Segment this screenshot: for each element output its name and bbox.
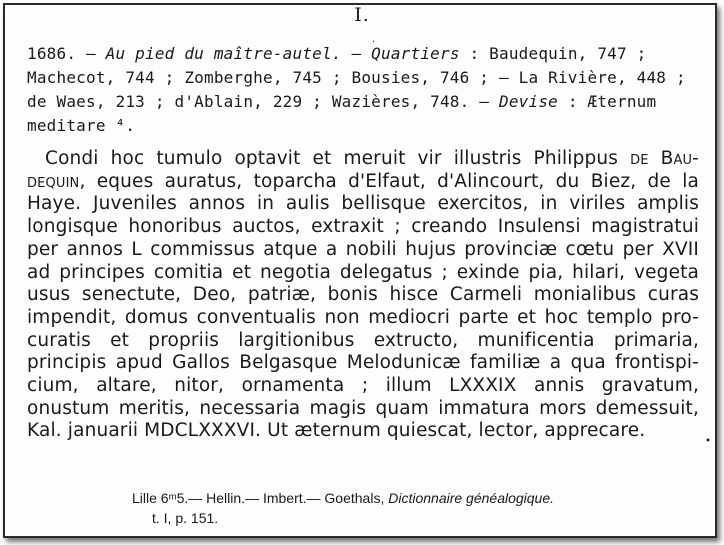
sources-plain: Lille 6ᵐ5.— Hellin.— Imbert.— Goethals, [132,490,389,506]
margin-mark: • [705,436,711,447]
header-line [27,66,705,90]
epitaph-span: impendit, domus conventualis non mediocri parte et hoc templo pro- [27,306,699,328]
name-smallcaps: dequin [27,170,80,192]
sources-title: Dictionnaire généalogique. [388,490,555,506]
epitaph-span: ad principes comitia et negotia delegatus ; exinde pia, hilari, vegeta [27,261,699,283]
header-span: — [341,44,372,63]
header-line [27,114,705,138]
epitaph-line [27,239,699,262]
epitaph-span: Haye. Juveniles annos in aulis bellisque exercitos, in viriles amplis [27,193,699,215]
header-line [27,90,705,114]
epitaph-line [27,420,699,443]
epitaph-span: curatis et propriis largitionibus extructo, munificentia primaria, [27,329,699,351]
header-span: meditare ⁴. [27,116,136,135]
header-italic-span: Quartiers [371,44,460,63]
epitaph-span: principis apud Gallos Belgasque Melodunicæ familiæ a qua frontispi- [27,352,699,374]
epitaph-line [27,284,699,307]
epitaph-span: usus senectute, Deo, patriæ, bonis hisce Carmeli monialibus curas [27,284,699,306]
epitaph-span: Condi hoc tumulo optavit et meruit vir illustris Philippus [45,148,631,169]
epitaph-text [27,148,699,443]
epitaph-span: longisque honoribus auctos, extraxit ; creando Insulensi magistratui [27,216,699,238]
epitaph-line [27,398,699,421]
entry-header [27,42,705,138]
section-heading: I. [354,4,370,26]
header-span: 1686. — [27,44,106,63]
epitaph-span: onustum meritis, necessaria magis quam immatura mors demessuit, [27,397,699,419]
epitaph-line [27,148,699,171]
header-span: de Waes, 213 ; d'Ablain, 229 ; Wazières, 748. — [27,92,499,111]
epitaph-line [27,216,699,239]
epitaph-span: Kal. januarii MDCLXXXVI. Ut æternum quiescat, lector, apprecare. [27,420,646,442]
epitaph-span: per annos L commissus atque a nobili hujus provinciæ cœtu per XVII [27,238,699,260]
name-smallcaps: de Bau- [630,148,699,169]
sources-line-1 [132,488,554,508]
sources-line-2: t. I, p. 151. [152,510,219,526]
epitaph-line [27,352,699,375]
header-italic-span: Au pied du maître-autel. [105,44,342,63]
header-italic-span: Devise [498,92,558,111]
epitaph-line [27,171,699,194]
epitaph-span: , eques auratus, toparcha d'Elfaut, d'Alincourt, du Biez, de la [79,170,699,192]
epitaph-line [27,375,699,398]
epitaph-span: cium, altare, nitor, ornamenta ; illum LXXXIX annis gravatum, [27,375,699,397]
header-span: Machecot, 744 ; Zomberghe, 745 ; Bousies, 746 ; — La Rivière, 448 ; [27,68,686,87]
stray-dot: . [372,34,376,45]
header-span: : Æternum [557,92,657,111]
epitaph-line [27,307,699,330]
header-span: : Baudequin, 747 ; [459,44,647,63]
epitaph-line [27,330,699,353]
header-line [27,42,705,66]
epitaph-line [27,262,699,285]
epitaph-line [27,193,699,216]
